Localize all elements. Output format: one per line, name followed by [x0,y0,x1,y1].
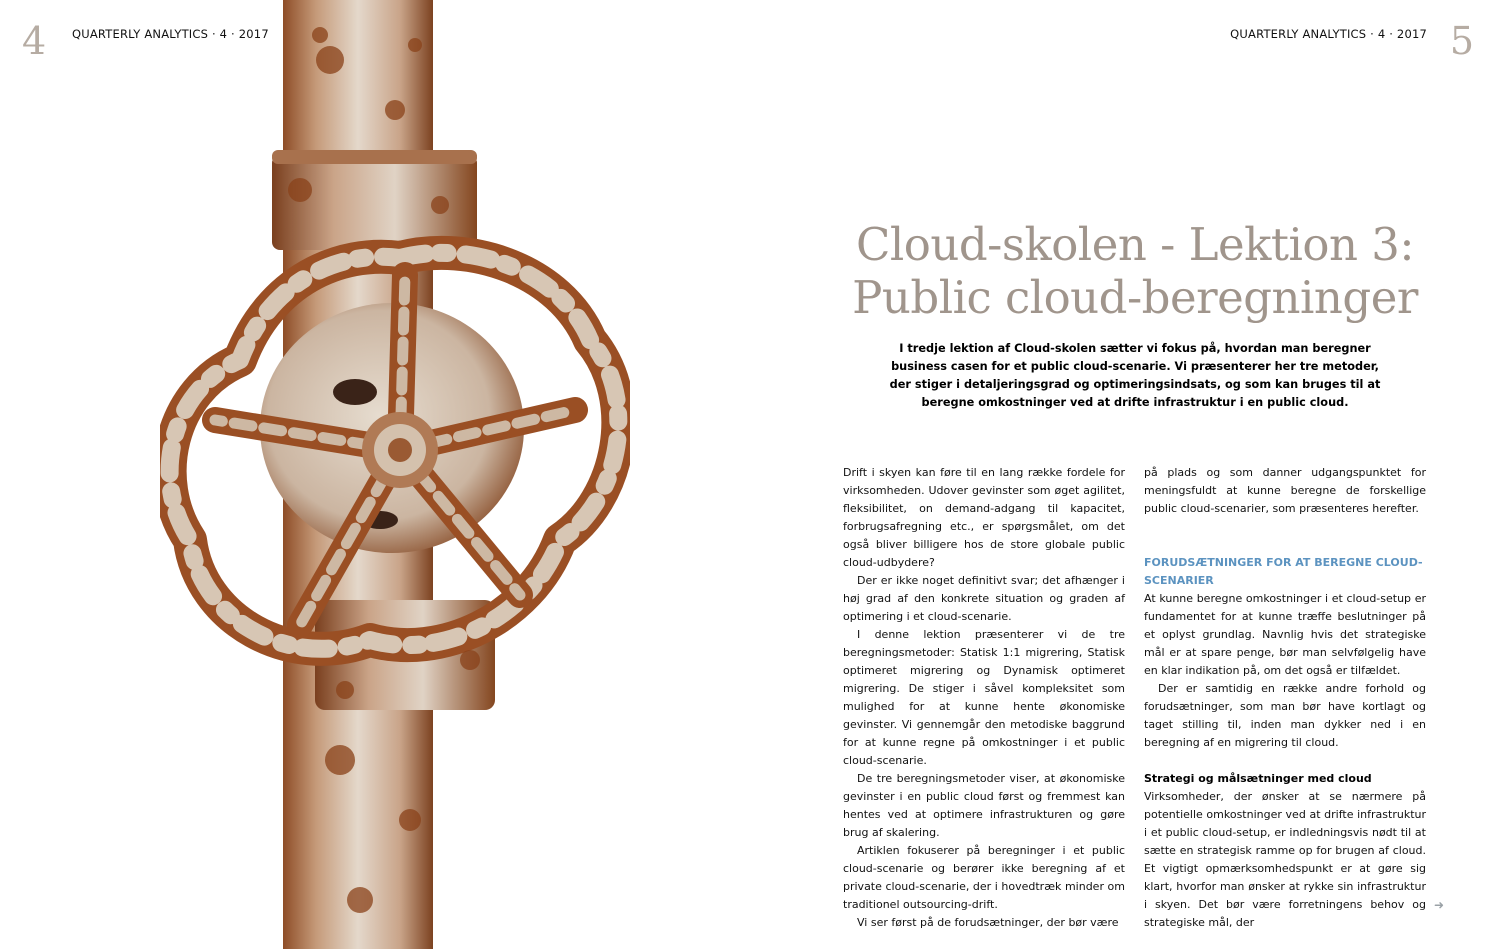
body-paragraph: At kunne beregne omkostninger i et cloud-setup er fundamentet for at kunne træffe beslutninger på et oplyst grundlag. Navnlig hvis det strategiske mål er at spare penge, bør man selvfølgelig have en klar indikation på, om det også er tilfældet. [1144,592,1426,677]
arrow-right-icon: ➜ [1434,898,1445,912]
body-paragraph: Der er samtidig en række andre forhold og forudsætninger, som man bør have kortlagt og taget stilling til, inden man dykker ned i en beregning af en migrering til cloud. [1144,682,1426,749]
article-title-line-2: Public cloud-beregninger [852,271,1418,324]
body-paragraph: på plads og som danner udgangspunktet for meningsfuldt at kunne beregne de forskellige public cloud-scenarier, som præsenteres herefter. [1144,466,1426,515]
body-paragraph: De tre beregningsmetoder viser, at økonomiske gevinster i en public cloud først og fremmest kan hentes ved at optimere infrastrukturen og gøre brug af skalering. [843,772,1125,839]
body-paragraph: I denne lektion præsenterer vi de tre beregningsmetoder: Statisk 1:1 migrering, Statisk optimeret migrering og Dynamisk optimeret migrering. De stiger i såvel kompleksitet som mulighed for at kunne hente økonomiske gevinster. Vi gennemgår den metodiske baggrund for at kunne regne på omkostninger i et public cloud-scenarie. [843,628,1125,767]
body-paragraph: Artiklen fokuserer på beregninger i et public cloud-scenarie og berører ikke beregning af et private cloud-scenarie, der i hovedtræk minder om traditionel outsourcing-drift. [843,844,1125,911]
body-column-left [843,464,1125,932]
rusty-valve-photo [160,0,630,949]
body-paragraph: Der er ikke noget definitivt svar; det afhænger i høj grad af den konkrete situation og graden af optimering i et cloud-scenarie. [843,574,1125,623]
article-title [820,218,1450,324]
body-paragraph: Vi ser først på de forudsætninger, der bør være [857,916,1119,929]
article-lead: I tredje lektion af Cloud-skolen sætter vi fokus på, hvordan man beregner business casen for et public cloud-scenarie. Vi præsenterer her tre metoder, der stiger i detaljeringsgrad og optimeringsindsats, og som kan bruges til at beregne omkostninger ved at drifte infrastruktur i en public cloud. [889,342,1381,409]
article-title-line-1: Cloud-skolen - Lektion 3: [855,218,1415,271]
body-paragraph: Drift i skyen kan føre til en lang række fordele for virksomheden. Udover gevinster som øget agilitet, fleksibilitet, on demand-adgang til kapacitet, forbrugsafregning etc., er spørgsmålet, om det også bliver billigere hos de store globale public cloud-udbydere? [843,466,1125,569]
body-column-right [1144,464,1426,932]
running-head-right: QUARTERLY ANALYTICS · 4 · 2017 [1230,27,1427,41]
page-number-left: 4 [22,19,47,63]
page-number-right: 5 [1449,19,1474,63]
running-head-left: QUARTERLY ANALYTICS · 4 · 2017 [72,27,269,41]
section-heading: FORUDSÆTNINGER FOR AT BEREGNE CLOUD-SCENARIER [1144,556,1423,587]
body-paragraph: Virksomheder, der ønsker at se nærmere på potentielle omkostninger ved at drifte infrastruktur i et public cloud-setup, er indledningsvis nødt til at sætte en strategisk ramme op for brugen af cloud. Et vigtigt opmærksomhedspunkt er at gøre sig klart, hvorfor man ønsker at rykke sin infrastruktur i skyen. Det bør være forretningens behov og strategiske mål, der [1144,790,1426,929]
subheading: Strategi og målsætninger med cloud [1144,772,1372,785]
